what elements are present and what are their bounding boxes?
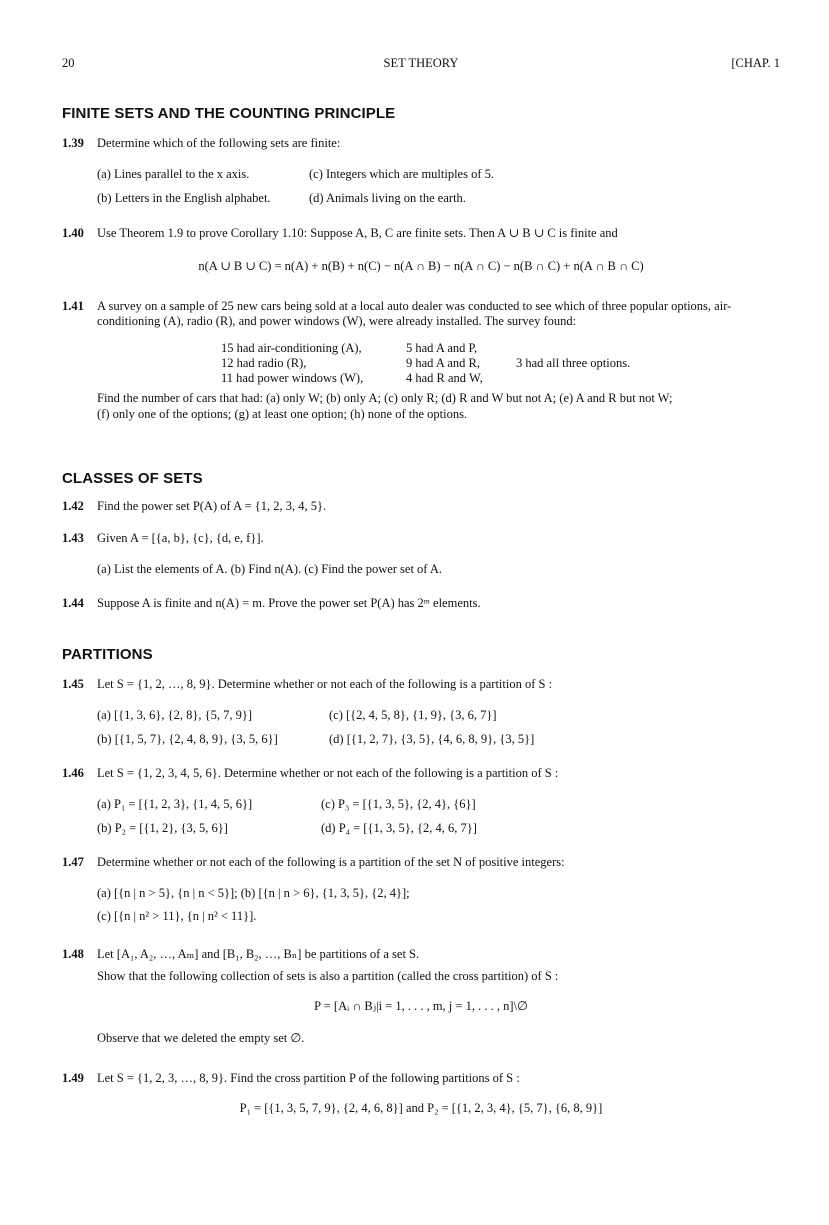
- problem-note: Observe that we deleted the empty set ∅.: [97, 1031, 305, 1045]
- chapter-label: [CHAP. 1: [731, 56, 780, 70]
- problem-1-43: [62, 531, 780, 577]
- problem-number: 1.42: [62, 499, 84, 513]
- problem-text: Let S = {1, 2, …, 8, 9}. Determine whether or not each of the following is a partition of S :: [97, 677, 553, 691]
- problem-1-44: [62, 596, 780, 611]
- question-line-2: (f) only one of the options; (g) at least one option; (h) none of the options.: [97, 407, 468, 421]
- cross-partition-equation: P = [Aᵢ ∩ Bⱼ|i = 1, . . . , m, j = 1, . . . , n]\∅: [314, 999, 528, 1013]
- problem-1-46: [62, 766, 780, 836]
- problem-text: Let S = {1, 2, 3, …, 8, 9}. Find the cross partition P of the following partitions of S :: [97, 1071, 520, 1085]
- running-head: [62, 54, 780, 72]
- problem-number: 1.46: [62, 766, 84, 780]
- problem-text-2: Show that the following collection of sets is also a partition (called the cross partition) of S :: [97, 969, 559, 983]
- part-line-1: (a) [{n | n > 5}, {n | n < 5}]; (b) [{n | n > 6}, {1, 3, 5}, {2, 4}];: [97, 886, 410, 900]
- survey-line: 15 had air-conditioning (A),: [221, 341, 362, 355]
- problem-number: 1.41: [62, 299, 84, 313]
- part-line-2: (c) [{n | n² > 11}, {n | n² < 11}].: [97, 909, 257, 923]
- part-c: (c) [{2, 4, 5, 8}, {1, 9}, {3, 6, 7}]: [329, 708, 497, 722]
- part-b: (b) P₂ = [{1, 2}, {3, 5, 6}]: [97, 821, 228, 835]
- problem-number: 1.40: [62, 226, 84, 240]
- problem-number: 1.49: [62, 1071, 84, 1085]
- problem-text: Find the power set P(A) of A = {1, 2, 3, 4, 5}.: [97, 499, 327, 513]
- part-a: (a) Lines parallel to the x axis.: [97, 167, 250, 181]
- part-b: (b) Letters in the English alphabet.: [97, 191, 271, 205]
- problem-number: 1.47: [62, 855, 84, 869]
- part-d: (d) P₄ = [{1, 3, 5}, {2, 4, 6, 7}]: [321, 821, 477, 835]
- problem-number: 1.43: [62, 531, 84, 545]
- problem-text: Let S = {1, 2, 3, 4, 5, 6}. Determine whether or not each of the following is a partition of S :: [97, 766, 559, 780]
- survey-line: 12 had radio (R),: [221, 356, 307, 370]
- problem-text: Determine whether or not each of the following is a partition of the set N of positive integers:: [97, 855, 565, 869]
- question-line-1: Find the number of cars that had: (a) only W; (b) only A; (c) only R; (d) R and W but not A; (e) A and R but not W;: [97, 391, 673, 405]
- section-title-classes: CLASSES OF SETS: [62, 470, 203, 487]
- part-c: (c) P₃ = [{1, 3, 5}, {2, 4}, {6}]: [321, 797, 476, 811]
- section-title-partitions: PARTITIONS: [62, 646, 153, 663]
- problem-1-42: [62, 499, 780, 514]
- problem-1-39: [62, 136, 780, 206]
- page: [62, 54, 780, 1115]
- problem-1-41: [62, 299, 780, 422]
- problem-text: Suppose A is finite and n(A) = m. Prove the power set P(A) has 2ᵐ elements.: [97, 596, 481, 610]
- problem-parts: [97, 167, 780, 206]
- problem-text: Determine which of the following sets are finite:: [97, 136, 341, 150]
- page-number: 20: [62, 56, 75, 70]
- survey-line: 11 had power windows (W),: [221, 371, 364, 385]
- problem-text: Use Theorem 1.9 to prove Corollary 1.10: Suppose A, B, C are finite sets. Then A ∪ B ∪ C is finite and: [97, 226, 618, 240]
- problem-1-45: [62, 677, 780, 747]
- problem-parts: [97, 708, 780, 747]
- survey-column-3: 3 had all three options.: [516, 356, 631, 370]
- problem-1-49: [62, 1071, 780, 1116]
- problem-parts: [97, 797, 780, 836]
- problem-parts: (a) List the elements of A. (b) Find n(A). (c) Find the power set of A.: [97, 562, 443, 576]
- equation: n(A ∪ B ∪ C) = n(A) + n(B) + n(C) − n(A ∩ B) − n(A ∩ C) − n(B ∩ C) + n(A ∩ B ∩ C): [198, 259, 644, 273]
- problem-number: 1.44: [62, 596, 84, 610]
- survey-line: 5 had A and P,: [406, 341, 478, 355]
- survey-column-2: [406, 341, 516, 386]
- survey-column-1: [221, 341, 406, 386]
- part-a: (a) P₁ = [{1, 2, 3}, {1, 4, 5, 6}]: [97, 797, 253, 811]
- problem-1-40: [62, 226, 780, 274]
- part-a: (a) [{1, 3, 6}, {2, 8}, {5, 7, 9}]: [97, 708, 253, 722]
- running-title: SET THEORY: [383, 56, 459, 70]
- problem-number: 1.39: [62, 136, 84, 150]
- survey-line: 9 had A and R,: [406, 356, 480, 370]
- part-d: (d) [{1, 2, 7}, {3, 5}, {4, 6, 8, 9}, {3, 5}]: [329, 732, 535, 746]
- problem-1-48: [62, 947, 780, 1046]
- part-c: (c) Integers which are multiples of 5.: [309, 167, 495, 181]
- problem-text: Given A = [{a, b}, {c}, {d, e, f}].: [97, 531, 264, 545]
- problem-text: Let [A₁, A₂, …, Aₘ] and [B₁, B₂, …, Bₙ] be partitions of a set S.: [97, 947, 420, 961]
- equation: P₁ = [{1, 3, 5, 7, 9}, {2, 4, 6, 8}] and P₂ = [{1, 2, 3, 4}, {5, 7}, {6, 8, 9}]: [239, 1101, 603, 1115]
- part-d: (d) Animals living on the earth.: [309, 191, 466, 205]
- problem-text: A survey on a sample of 25 new cars being sold at a local auto dealer was conducted to see which of three popular options, air-conditioning (A), radio (R), and power windows (W), were already installed. The survey found:: [97, 299, 732, 328]
- problem-1-47: [62, 855, 780, 924]
- problem-number: 1.48: [62, 947, 84, 961]
- section-title-finite-sets: FINITE SETS AND THE COUNTING PRINCIPLE: [62, 105, 396, 122]
- survey-line: 4 had R and W,: [406, 371, 483, 385]
- part-b: (b) [{1, 5, 7}, {2, 4, 8, 9}, {3, 5, 6}]: [97, 732, 278, 746]
- problem-number: 1.45: [62, 677, 84, 691]
- survey-results: [221, 341, 780, 386]
